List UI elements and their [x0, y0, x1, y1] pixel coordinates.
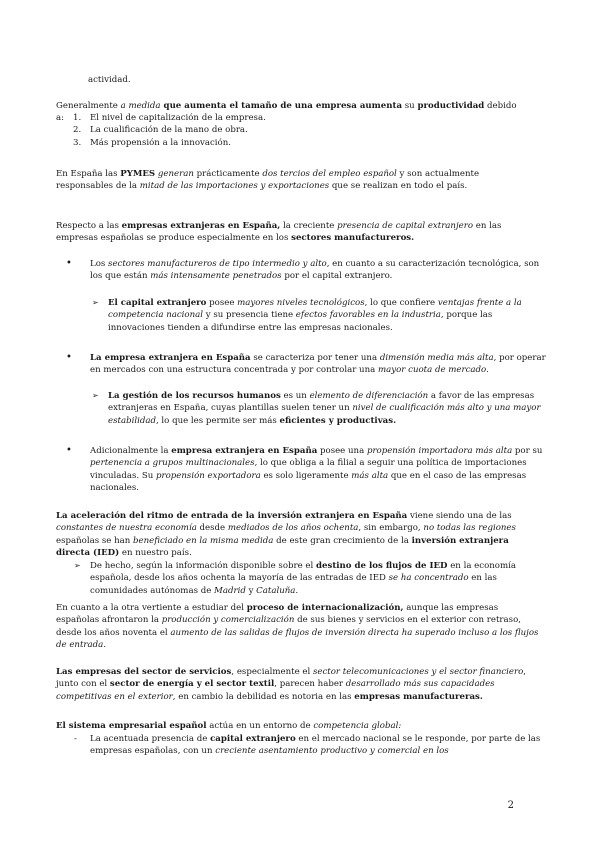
list-item: 1. El nivel de capitalización de la empresa. — [73, 113, 266, 123]
bullet-icon: • — [66, 258, 72, 269]
arrow-bullet-icon: ➢ — [92, 298, 99, 307]
numbered-list — [73, 112, 510, 149]
page-number: 2 — [507, 800, 514, 811]
arrow-bullet-icon: ➢ — [74, 561, 81, 570]
bullet-icon: • — [66, 445, 72, 456]
paragraph-inversion-extranjera: La aceleración del ritmo de entrada de la inversión extranjera en España viene siendo una de las constantes de nuestra economía desde mediados de los años ochenta, sin embargo, no todas las regiones españolas se han beneficiado en la misma medida de este gran crecimiento de la inversión extranjera directa (IED) en nuestro país. — [56, 511, 516, 559]
dash-list-item: - La acentuada presencia de capital extranjero en el mercado nacional se le responde, por parte de las empresas españolas, con un creciente asentamiento productivo y comercial en los — [74, 734, 541, 757]
sub-bullet-item: ➢ La gestión de los recursos humanos es un elemento de diferenciación a favor de las empresas extranjeras en España, cuyas plantillas suelen tener un nivel de cualificación más alto y una mayor estabilidad, lo que les permite ser más eficientes y productivas. — [92, 391, 541, 426]
bullet-item: • Adicionalmente la empresa extranjera en España posee una propensión importadora más alta por su pertenencia a grupos multinacionales, lo que obliga a la filial a seguir una política de importaciones vinculadas. Su propensión exportadora es solo ligeramente más alta que en el caso de las empresas nacionales. — [66, 445, 543, 494]
paragraph-productivity: Generalmente a medida que aumenta el tamaño de una empresa aumenta su productividad debido a: — [56, 101, 517, 124]
bullet-item: • La empresa extranjera en España se caracteriza por tener una dimensión media más alta, por operar en mercados con una estructura concentrada y por controlar una mayor cuota de mercado. — [66, 352, 546, 376]
paragraph-empresas-extranjeras: Respecto a las empresas extranjeras en España, la creciente presencia de capital extranjero en las empresas españolas se produce especialmente en los sectores manufactureros. — [56, 221, 502, 244]
paragraph-internacionalizacion: En cuanto a la otra vertiente a estudiar del proceso de internacionalización, aunque las empresas españolas afrontaron la producción y comercialización de sus bienes y servicios en el exterior con retraso, desde los años noventa el aumento de las salidas de flujos de inversión directa ha superado incluso a los flujos de entrada. — [56, 603, 539, 651]
sub-bullet-item: ➢ De hecho, según la información disponible sobre el destino de los flujos de IED en la economía española, desde los años ochenta la mayoría de las entradas de IED se ha concentrado en las comunidades autónomas de Madrid y Cataluña. — [74, 561, 516, 596]
bullet-item: • Los sectores manufactureros de tipo intermedio y alto, en cuanto a su caracterización tecnológica, son los que están más intensamente penetrados por el capital extranjero. — [66, 258, 540, 282]
dash-bullet: - — [74, 734, 77, 744]
list-item: 2. La cualificación de la mano de obra. — [73, 125, 248, 136]
list-item: 3. Más propensión a la innovación. — [73, 137, 231, 148]
bullet-icon: • — [66, 352, 72, 363]
paragraph-competencia-global: El sistema empresarial español actúa en un entorno de competencia global: — [56, 721, 402, 731]
paragraph-pymes: En España las PYMES generan prácticamente dos tercios del empleo español y son actualmente responsables de la mitad de las importaciones y exportaciones que se realizan en todo el país. — [56, 169, 480, 192]
paragraph-continuation: actividad. — [88, 75, 131, 85]
paragraph-sector-servicios: Las empresas del sector de servicios, especialmente el sector telecomunicaciones y el sector financiero, junto con el sector de energía y el sector textil, parecen haber desarrollado más sus capacidades competitivas en el exterior, en cambio la debilidad es notoria en las empresas manufactureras. — [56, 667, 527, 702]
sub-bullet-item: ➢ El capital extranjero posee mayores niveles tecnológicos, lo que confiere ventajas frente a la competencia nacional y su presencia tiene efectos favorables en la industria, porque las innovaciones tienden a difundirse entre las empresas nacionales. — [92, 298, 522, 333]
arrow-bullet-icon: ➢ — [92, 391, 99, 400]
